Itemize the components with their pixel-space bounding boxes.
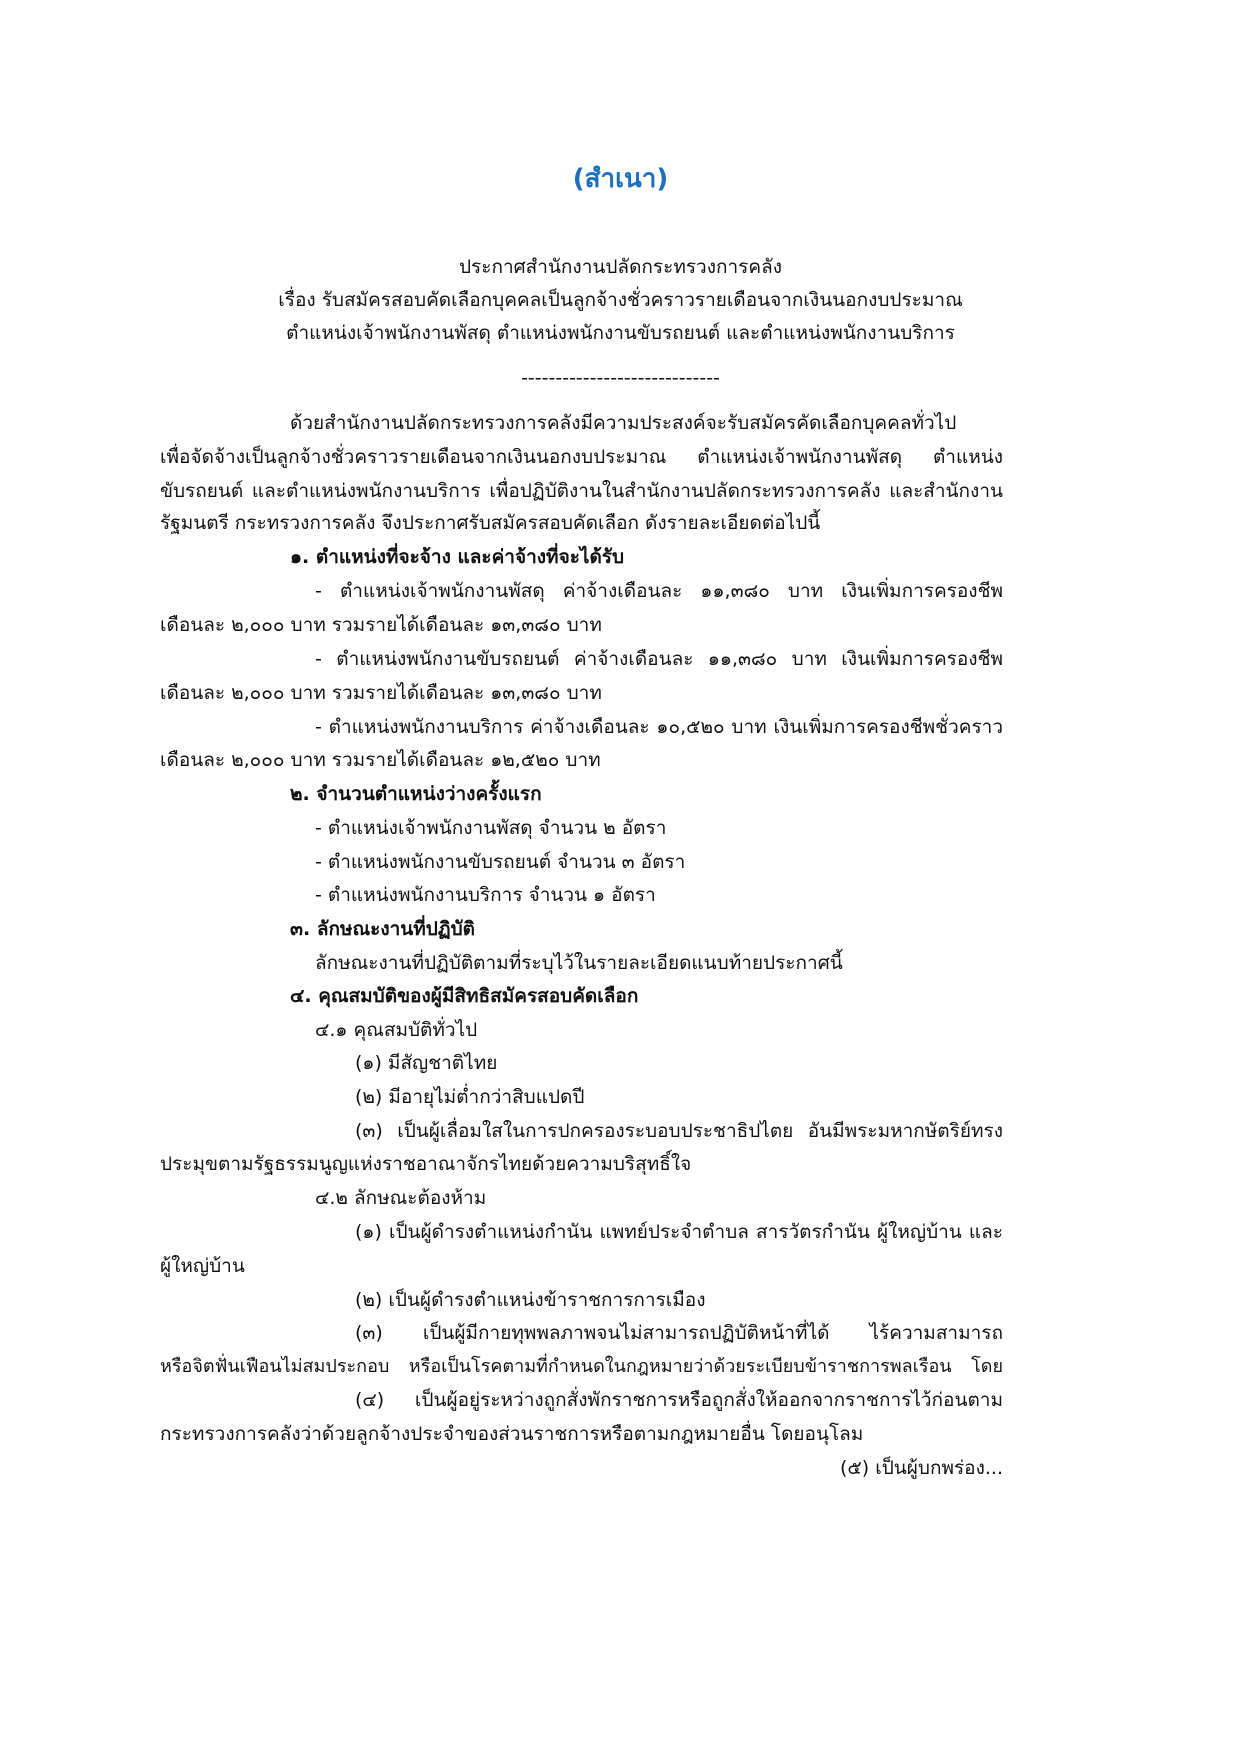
section-1-heading: ๑. ตำแหน่งที่จะจ้าง และค่าจ้างที่จะได้รับ bbox=[290, 546, 625, 568]
wage-line: เดือนละ ๒,๐๐๐ บาท รวมรายได้เดือนละ ๑๓,๓๘๐ บาท bbox=[160, 682, 602, 704]
qualification-item: ประมุขตามรัฐธรรมนูญแห่งราชอาณาจักรไทยด้วยความบริสุทธิ์ใจ bbox=[160, 1153, 692, 1175]
qualification-item: (๒) มีอายุไม่ต่ำกว่าสิบแปดปี bbox=[355, 1086, 585, 1108]
intro-line: เพื่อจัดจ้างเป็นลูกจ้างชั่วคราวรายเดือนจากเงินนอกงบประมาณ ตำแหน่งเจ้าพนักงานพัสดุ ตำแหน่ง bbox=[160, 446, 1003, 468]
prohibition-item: (๓) เป็นผู้มีกายทุพพลภาพจนไม่สามารถปฏิบัติหน้าที่ได้ ไร้ความสามารถ bbox=[355, 1322, 1003, 1344]
wage-line: เดือนละ ๒,๐๐๐ บาท รวมรายได้เดือนละ ๑๒,๕๒๐ บาท bbox=[160, 749, 601, 771]
prohibition-item: (๒) เป็นผู้ดำรงตำแหน่งข้าราชการการเมือง bbox=[355, 1289, 706, 1311]
vacancy-line: - ตำแหน่งพนักงานขับรถยนต์ จำนวน ๓ อัตรา bbox=[315, 851, 686, 873]
subject-line-2: ตำแหน่งเจ้าพนักงานพัสดุ ตำแหน่งพนักงานขับรถยนต์ และตำแหน่งพนักงานบริการ bbox=[286, 322, 955, 344]
wage-line: - ตำแหน่งเจ้าพนักงานพัสดุ ค่าจ้างเดือนละ ๑๑,๓๘๐ บาท เงินเพิ่มการครองชีพ bbox=[315, 580, 1003, 602]
section-3-text: ลักษณะงานที่ปฏิบัติตามที่ระบุไว้ในรายละเอียดแนบท้ายประกาศนี้ bbox=[315, 952, 843, 974]
subject-line-1: เรื่อง รับสมัครสอบคัดเลือกบุคคลเป็นลูกจ้างชั่วคราวรายเดือนจากเงินนอกงบประมาณ bbox=[278, 289, 963, 311]
announcement-title: ประกาศสำนักงานปลัดกระทรวงการคลัง bbox=[458, 256, 783, 278]
qualification-item: (๑) มีสัญชาติไทย bbox=[355, 1052, 498, 1074]
prohibition-item: (๔) เป็นผู้อยู่ระหว่างถูกสั่งพักราชการหรือถูกสั่งให้ออกจากราชการไว้ก่อนตาม bbox=[355, 1389, 1003, 1411]
section-4-2-heading: ๔.๒ ลักษณะต้องห้าม bbox=[315, 1187, 487, 1209]
section-3-heading: ๓. ลักษณะงานที่ปฏิบัติ bbox=[290, 918, 475, 940]
divider: ----------------------------- bbox=[521, 367, 720, 389]
section-2-heading: ๒. จำนวนตำแหน่งว่างครั้งแรก bbox=[290, 783, 542, 805]
vacancy-line: - ตำแหน่งพนักงานบริการ จำนวน ๑ อัตรา bbox=[315, 884, 656, 906]
section-4-1-heading: ๔.๑ คุณสมบัติทั่วไป bbox=[315, 1019, 478, 1041]
wage-line: - ตำแหน่งพนักงานบริการ ค่าจ้างเดือนละ ๑๐,๕๒๐ บาท เงินเพิ่มการครองชีพชั่วคราว bbox=[315, 716, 1003, 738]
intro-line: ขับรถยนต์ และตำแหน่งพนักงานบริการ เพื่อปฏิบัติงานในสำนักงานปลัดกระทรวงการคลัง และสำนักงาน bbox=[160, 480, 1003, 502]
qualification-item: (๓) เป็นผู้เลื่อมใสในการปกครองระบอบประชาธิปไตย อันมีพระมหากษัตริย์ทรง bbox=[355, 1120, 1003, 1142]
wage-line: - ตำแหน่งพนักงานขับรถยนต์ ค่าจ้างเดือนละ ๑๑,๓๘๐ บาท เงินเพิ่มการครองชีพ bbox=[315, 648, 1003, 670]
section-4-heading: ๔. คุณสมบัติของผู้มีสิทธิสมัครสอบคัดเลือก bbox=[290, 985, 639, 1007]
prohibition-item: หรือจิตฟั่นเฟือนไม่สมประกอบ หรือเป็นโรคตามที่กำหนดในกฎหมายว่าด้วยระเบียบข้าราชการพลเรือน โดย bbox=[160, 1356, 1003, 1377]
continuation-note: (๕) เป็นผู้บกพร่อง... bbox=[839, 1457, 1003, 1479]
wage-line: เดือนละ ๒,๐๐๐ บาท รวมรายได้เดือนละ ๑๓,๓๘๐ บาท bbox=[160, 614, 602, 636]
intro-line: รัฐมนตรี กระทรวงการคลัง จึงประกาศรับสมัครสอบคัดเลือก ดังรายละเอียดต่อไปนี้ bbox=[160, 512, 821, 534]
vacancy-line: - ตำแหน่งเจ้าพนักงานพัสดุ จำนวน ๒ อัตรา bbox=[315, 817, 667, 839]
prohibition-item: กระทรวงการคลังว่าด้วยลูกจ้างประจำของส่วนราชการหรือตามกฎหมายอื่น โดยอนุโลม bbox=[160, 1423, 864, 1445]
copy-mark: (สำเนา) bbox=[572, 164, 669, 194]
prohibition-item: ผู้ใหญ่บ้าน bbox=[160, 1255, 245, 1277]
intro-line: ด้วยสำนักงานปลัดกระทรวงการคลังมีความประสงค์จะรับสมัครคัดเลือกบุคคลทั่วไป bbox=[290, 412, 957, 434]
prohibition-item: (๑) เป็นผู้ดำรงตำแหน่งกำนัน แพทย์ประจำตำบล สารวัตรกำนัน ผู้ใหญ่บ้าน และ bbox=[355, 1221, 1003, 1243]
